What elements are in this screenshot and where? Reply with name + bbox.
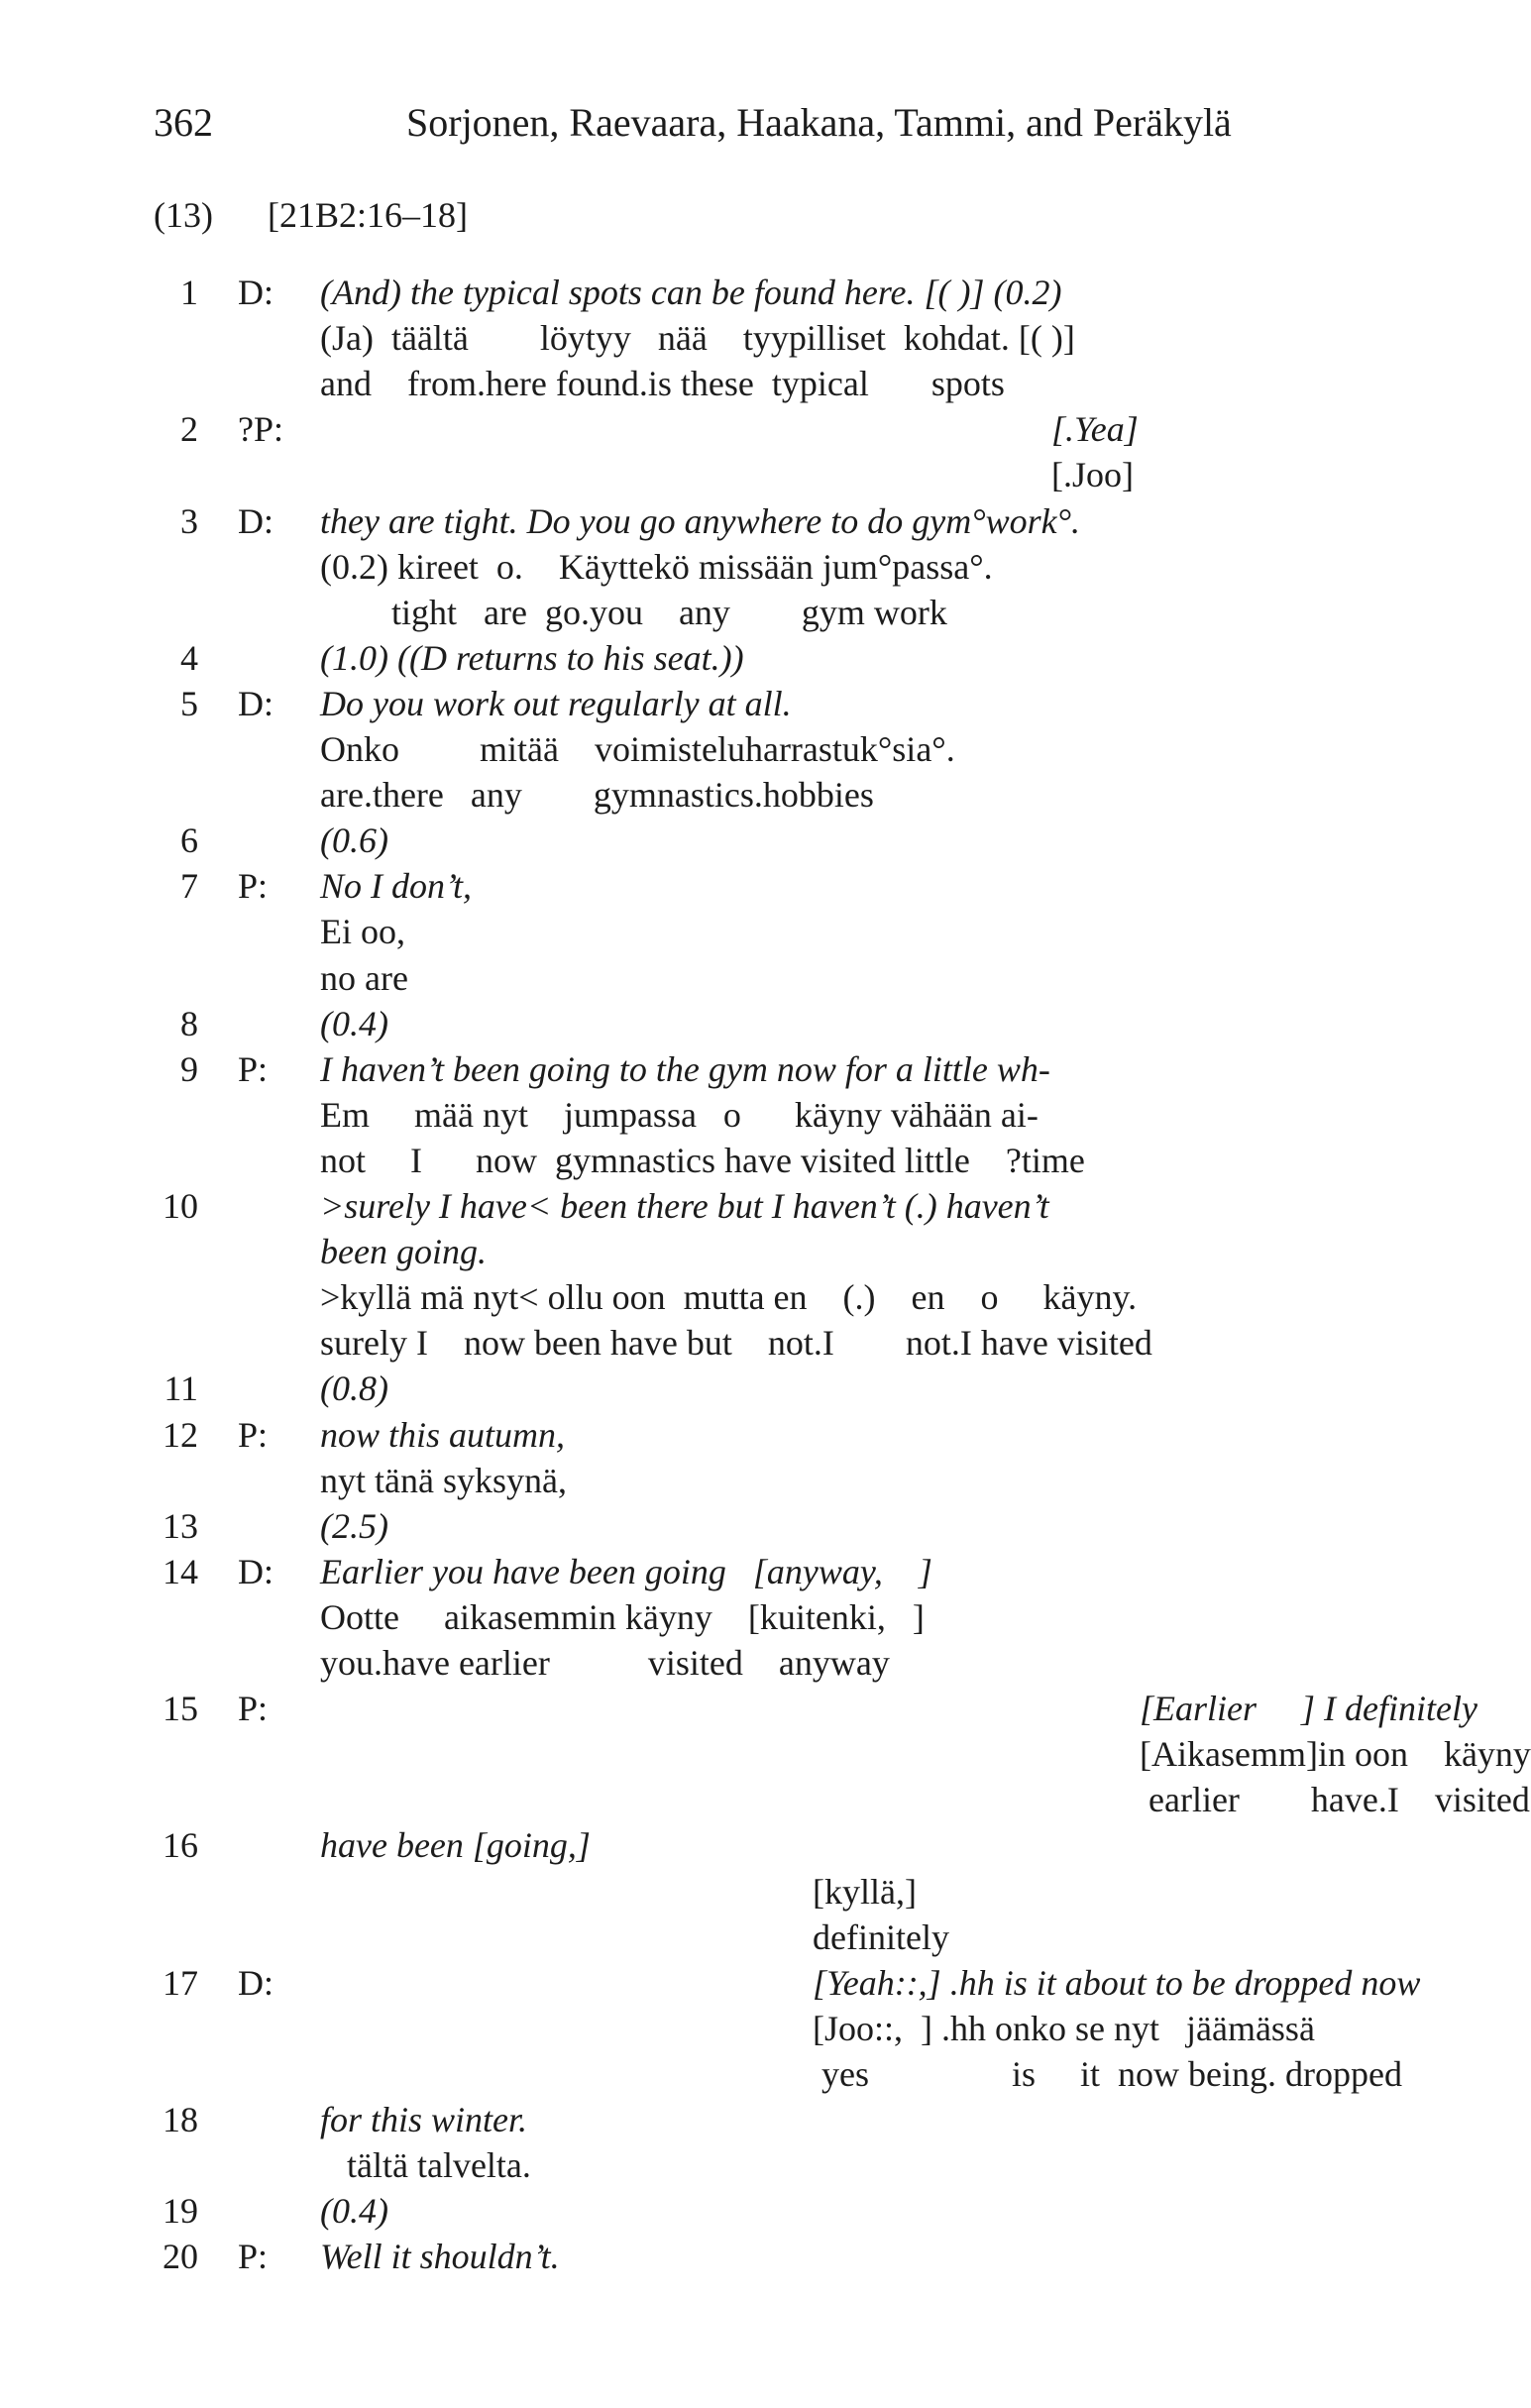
line-number: 7 (180, 866, 198, 907)
translation-text: >surely I have< been there but I haven’t (.) haven’t (320, 1186, 1049, 1226)
transcript-text: are.there any gymnastics.hobbies (320, 775, 874, 816)
line-number: 12 (163, 1414, 198, 1455)
speaker-label: D: (238, 1551, 273, 1591)
line-number: 6 (180, 821, 198, 861)
transcript-text: yes is it now being. dropped (813, 2053, 1402, 2094)
line-number: 17 (163, 1962, 198, 2003)
line-number: 18 (163, 2100, 198, 2139)
line-number: 16 (163, 1825, 198, 1866)
line-number: 3 (180, 500, 198, 541)
translation-text: [Yeah::,] .hh is it about to be dropped now (813, 1962, 1421, 2003)
translation-text: Earlier you have been going [anyway, ] (320, 1551, 932, 1591)
transcript-text: >kyllä mä nyt< ollu oon mutta en (.) en o käyny. (320, 1277, 1138, 1318)
transcript-text: you.have earlier visited anyway (320, 1643, 890, 1683)
line-number: 9 (180, 1048, 198, 1089)
transcript-text: Em mää nyt jumpassa o käyny vähään ai- (320, 1094, 1039, 1135)
running-header-authors: Sorjonen, Raevaara, Haakana, Tammi, and Peräkylä (406, 100, 1232, 145)
transcript-text: and from.here found.is these typical spots (320, 364, 1005, 404)
translation-text: now this autumn, (320, 1414, 566, 1455)
line-number: 10 (163, 1186, 198, 1226)
transcript-text: tight are go.you any gym work (320, 592, 947, 632)
translation-text: Well it shouldn’t. (320, 2237, 560, 2277)
transcript-text: surely I now been have but not.I not.I have visited (320, 1323, 1152, 1364)
transcript-text: [Aikasemm]in oon käyny (1140, 1734, 1531, 1775)
transcript-text: nyt tänä syksynä, (320, 1460, 567, 1500)
translation-text: (0.6) (320, 821, 388, 861)
speaker-label: P: (238, 2237, 269, 2277)
page-number: 362 (154, 100, 213, 145)
translation-text: (0.4) (320, 2191, 388, 2232)
translation-text: have been [going,] (320, 1825, 591, 1866)
transcript-text: [Joo::, ] .hh onko se nyt jäämässä (813, 2008, 1315, 2048)
translation-text: (0.4) (320, 1003, 388, 1043)
translation-text: (0.8) (320, 1368, 388, 1409)
translation-text: No I don’t, (320, 866, 472, 907)
translation-text: Do you work out regularly at all. (320, 683, 792, 723)
line-number: 19 (163, 2191, 198, 2232)
example-reference: [21B2:16–18] (268, 195, 468, 235)
transcript-text: earlier have.I visited (1140, 1780, 1530, 1820)
transcript-text: Ei oo, (320, 912, 405, 952)
line-number: 2 (180, 409, 198, 450)
transcript-text: (0.2) kireet o. Käyttekö missään jum°passa°. (320, 546, 993, 587)
transcript-text: (Ja) täältä löytyy nää tyypilliset kohdat. [( )] (320, 318, 1075, 359)
translation-text: (And) the typical spots can be found here. [( )] (0.2) (320, 273, 1062, 312)
speaker-label: D: (238, 273, 273, 312)
transcript-text: Onko mitää voimisteluharrastuk°sia°. (320, 729, 955, 769)
line-number: 14 (163, 1551, 198, 1591)
transcript-text: [.Joo] (1051, 455, 1134, 495)
speaker-label: P: (238, 1689, 269, 1729)
transcript-text: no are (320, 957, 408, 998)
line-number: 11 (164, 1368, 198, 1409)
line-number: 13 (163, 1505, 198, 1546)
line-number: 8 (180, 1003, 198, 1043)
transcript-text: definitely (813, 1916, 949, 1957)
transcript-text: not I now gymnastics have visited little ?time (320, 1140, 1085, 1180)
speaker-label: D: (238, 683, 273, 723)
translation-text: [.Yea] (1051, 409, 1139, 450)
line-number: 1 (180, 273, 198, 312)
speaker-label: P: (238, 866, 269, 907)
speaker-label: ?P: (238, 409, 284, 450)
line-number: 20 (163, 2237, 198, 2277)
translation-text: they are tight. Do you go anywhere to do gym°work°. (320, 500, 1080, 541)
line-number: 5 (180, 683, 198, 723)
speaker-label: D: (238, 1962, 273, 2003)
speaker-label: P: (238, 1414, 269, 1455)
translation-text: [Earlier ] I definitely (1140, 1689, 1477, 1729)
translation-text: (2.5) (320, 1505, 388, 1546)
speaker-label: P: (238, 1048, 269, 1089)
line-number: 15 (163, 1689, 198, 1729)
line-number: 4 (180, 637, 198, 678)
transcript-text: tältä talvelta. (320, 2145, 531, 2186)
transcript-text: [kyllä,] (813, 1871, 917, 1912)
transcript-text: Ootte aikasemmin käyny [kuitenki, ] (320, 1596, 925, 1637)
translation-text: for this winter. (320, 2100, 528, 2139)
speaker-label: D: (238, 500, 273, 541)
translation-text: I haven’t been going to the gym now for a little wh- (320, 1048, 1050, 1089)
example-number: (13) (154, 195, 213, 235)
translation-text: been going. (320, 1232, 487, 1272)
translation-text: (1.0) ((D returns to his seat.)) (320, 637, 744, 678)
